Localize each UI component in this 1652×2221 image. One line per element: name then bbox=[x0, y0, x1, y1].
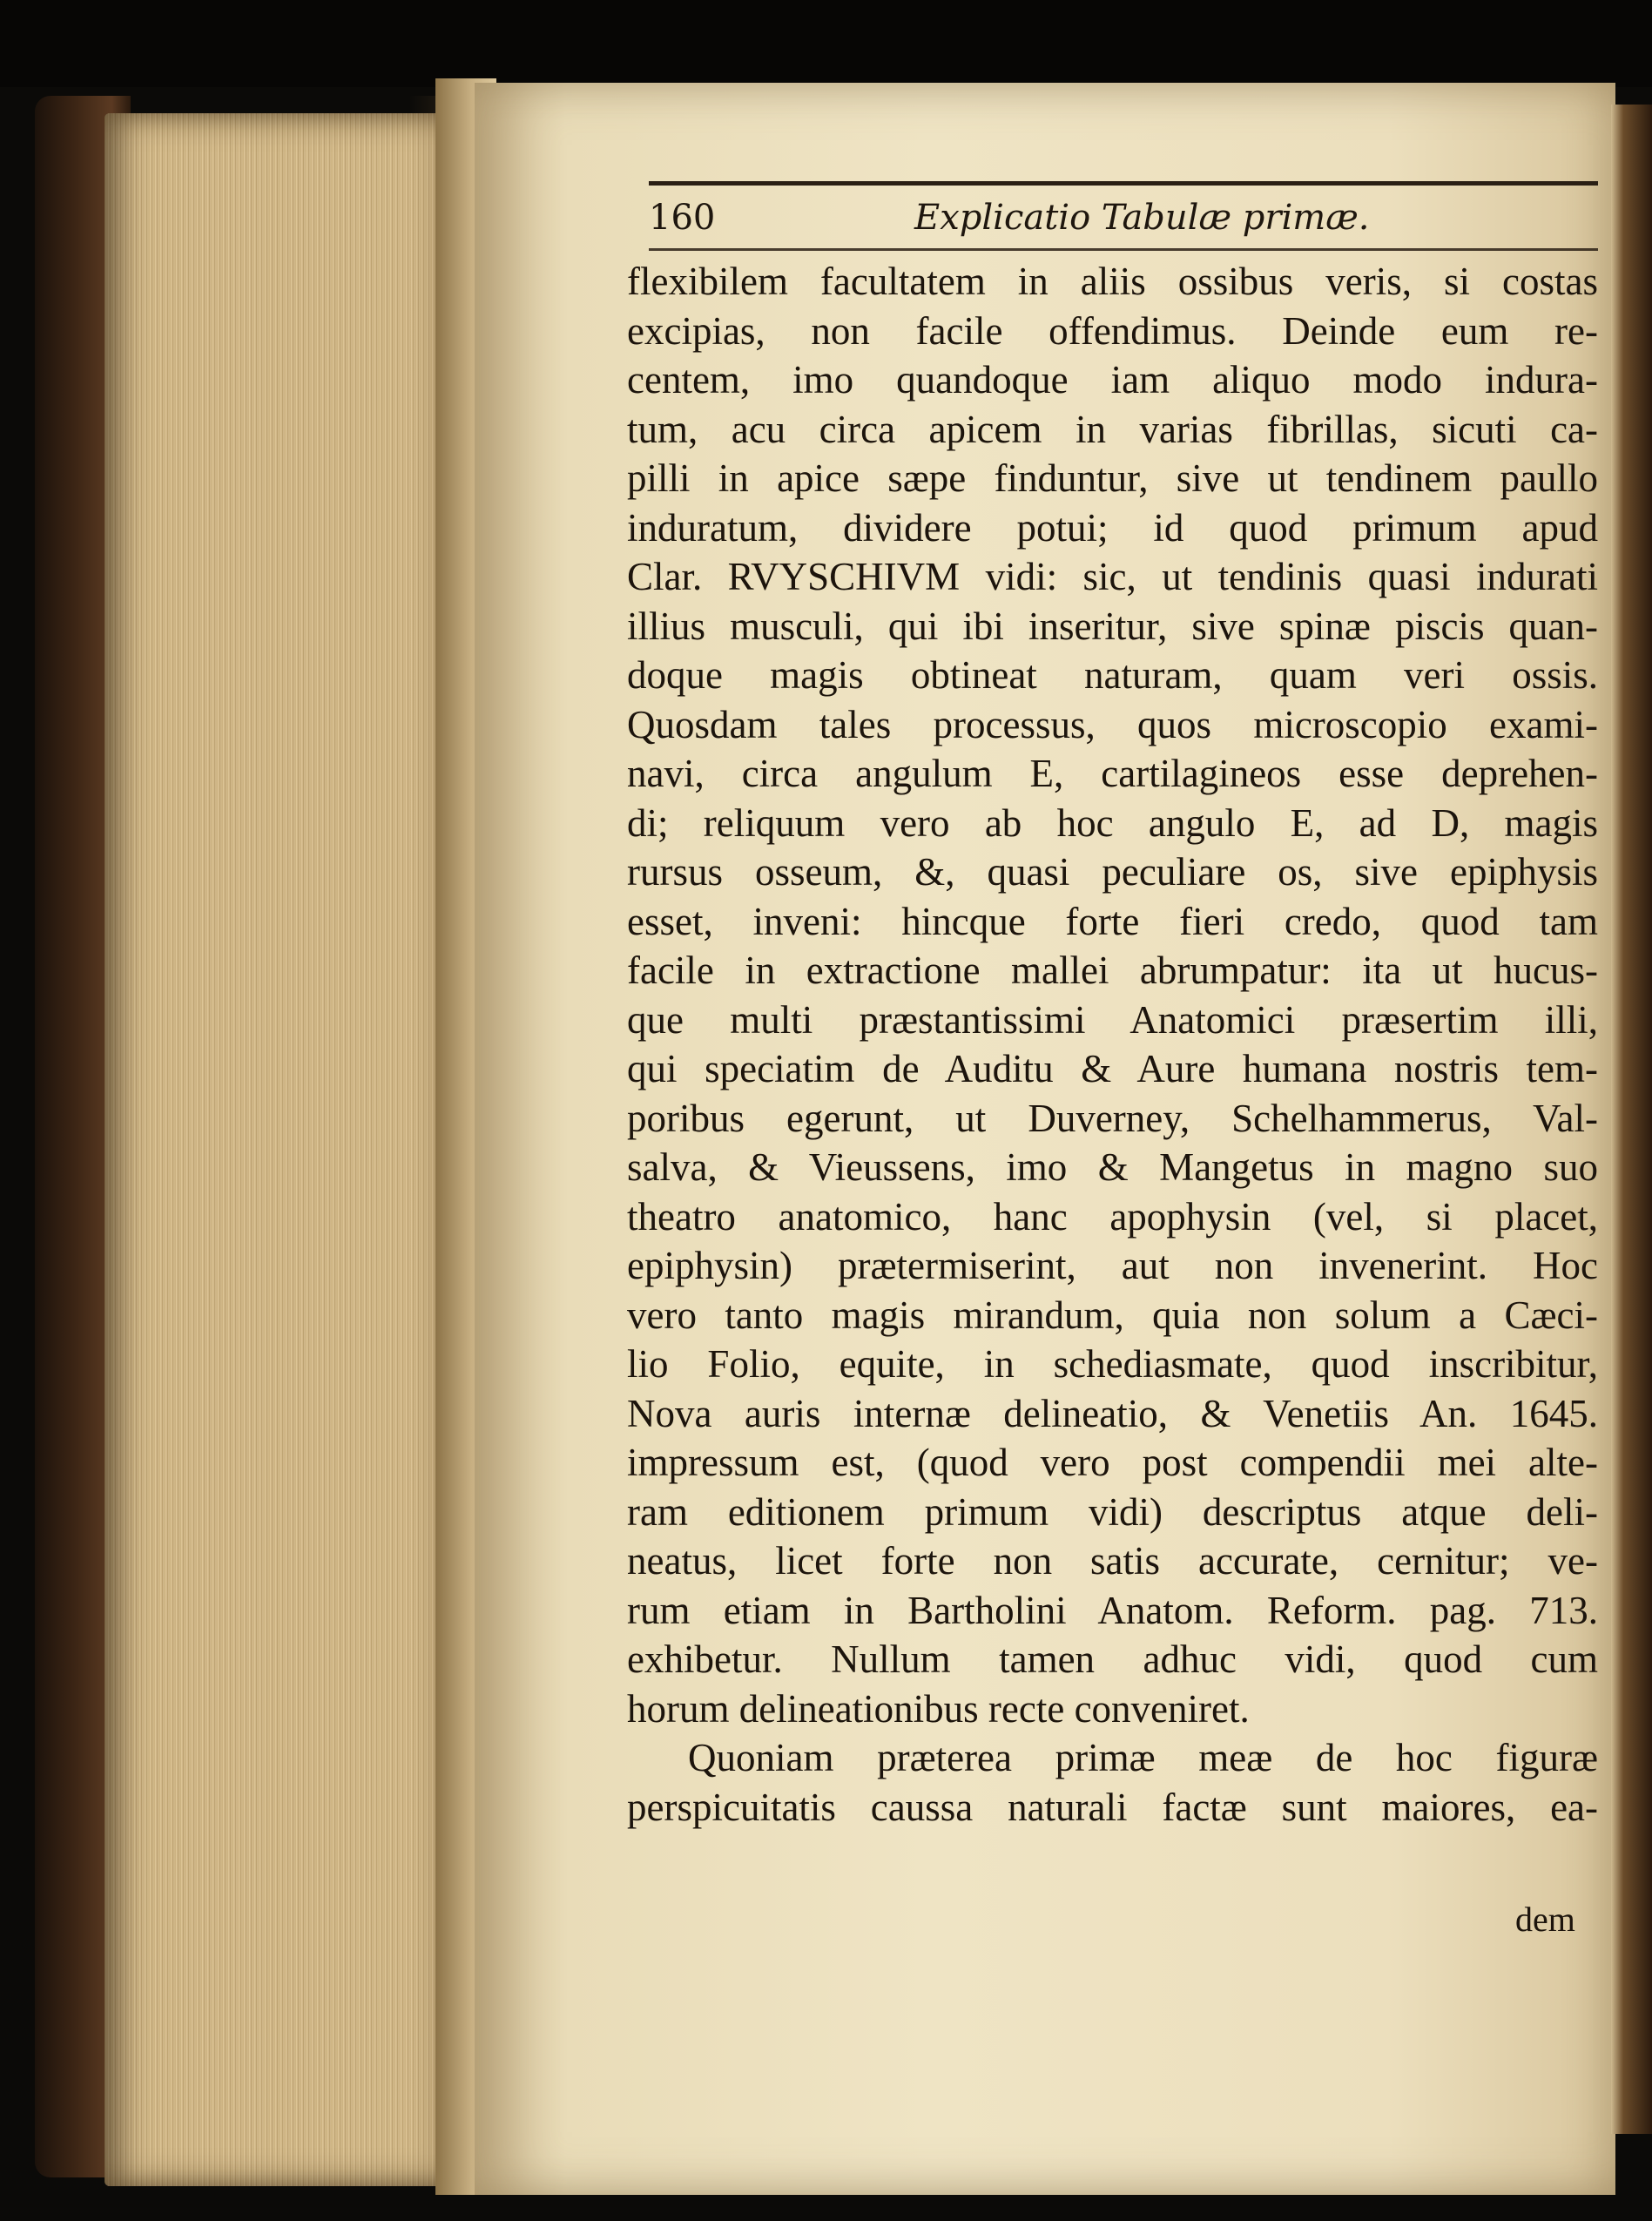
text-line: illius musculi, qui ibi inseritur, sive spinæ piscis quan- bbox=[627, 604, 1598, 648]
page-number: 160 bbox=[649, 198, 716, 238]
text-line: tum, acu circa apicem in varias fibrillas, sicuti ca- bbox=[627, 407, 1598, 451]
text-line: que multi præstantissimi Anatomici præsertim illi, bbox=[627, 997, 1598, 1042]
text-line: flexibilem facultatem in aliis ossibus veris, si costas bbox=[627, 260, 1598, 303]
text-line: excipias, non facile offendimus. Deinde eum re- bbox=[627, 308, 1598, 353]
text-line: esset, inveni: hincque forte fieri credo, quod tam bbox=[627, 899, 1598, 943]
text-line: doque magis obtineat naturam, quam veri ossis. bbox=[627, 653, 1598, 697]
text-line: neatus, licet forte non satis accurate, cernitur; ve- bbox=[627, 1539, 1598, 1583]
text-line: induratum, dividere potui; id quod primum apud bbox=[627, 505, 1598, 550]
header-underline bbox=[649, 248, 1598, 251]
text-line: ram editionem primum vidi) descriptus atque deli- bbox=[627, 1489, 1598, 1534]
text-line: salva, & Vieussens, imo & Mangetus in magno suo bbox=[627, 1145, 1598, 1189]
header-rule bbox=[649, 181, 1598, 186]
text-line: epiphysin) prætermiserint, aut non invenerint. Hoc bbox=[627, 1244, 1598, 1287]
text-line: theatro anatomico, hanc apophysin (vel, si placet, bbox=[627, 1194, 1598, 1239]
text-line: perspicuitatis caussa naturali factæ sunt maiores, ea- bbox=[627, 1785, 1598, 1829]
text-line: di; reliquum vero ab hoc angulo E, ad D, magis bbox=[627, 800, 1598, 845]
text-line: Nova auris internæ delineatio, & Venetiis An. 1645. bbox=[627, 1391, 1598, 1435]
text-line: Clar. RVYSCHIVM vidi: sic, ut tendinis quasi indurati bbox=[627, 555, 1598, 598]
text-line: navi, circa angulum E, cartilagineos esse deprehen- bbox=[627, 752, 1598, 795]
text-line: facile in extractione mallei abrumpatur: ita ut hucus- bbox=[627, 948, 1598, 992]
text-line: qui speciatim de Auditu & Aure humana nostris tem- bbox=[627, 1047, 1598, 1090]
text-line: Quosdam tales processus, quos microscopio exami- bbox=[627, 702, 1598, 746]
text-line: exhibetur. Nullum tamen adhuc vidi, quod cum bbox=[627, 1637, 1598, 1681]
text-line: rursus osseum, &, quasi peculiare os, sive epiphysis bbox=[627, 850, 1598, 894]
dark-background bbox=[0, 0, 1652, 87]
running-header bbox=[649, 196, 1598, 248]
text-line: vero tanto magis mirandum, quia non solum a Cæci- bbox=[627, 1293, 1598, 1337]
text-line: rum etiam in Bartholini Anatom. Reform. pag. 713. bbox=[627, 1588, 1598, 1632]
running-title: Explicatio Tabulæ primæ. bbox=[914, 198, 1370, 238]
text-line: pilli in apice sæpe finduntur, sive ut tendinem paullo bbox=[627, 456, 1598, 500]
text-line: lio Folio, equite, in schediasmate, quod inscribitur, bbox=[627, 1342, 1598, 1386]
text-line: centem, imo quandoque iam aliquo modo indura- bbox=[627, 358, 1598, 402]
body-text bbox=[627, 257, 1598, 1832]
facing-page-edge bbox=[1611, 105, 1652, 2134]
text-line: poribus egerunt, ut Duverney, Schelhammerus, Val- bbox=[627, 1096, 1598, 1140]
text-line: impressum est, (quod vero post compendii mei alte- bbox=[627, 1441, 1598, 1484]
catchword: dem bbox=[1515, 1900, 1575, 1939]
text-line: horum delineationibus recte conveniret. bbox=[627, 1686, 1250, 1731]
text-line: Quoniam præterea primæ meæ de hoc figuræ bbox=[688, 1736, 1598, 1779]
